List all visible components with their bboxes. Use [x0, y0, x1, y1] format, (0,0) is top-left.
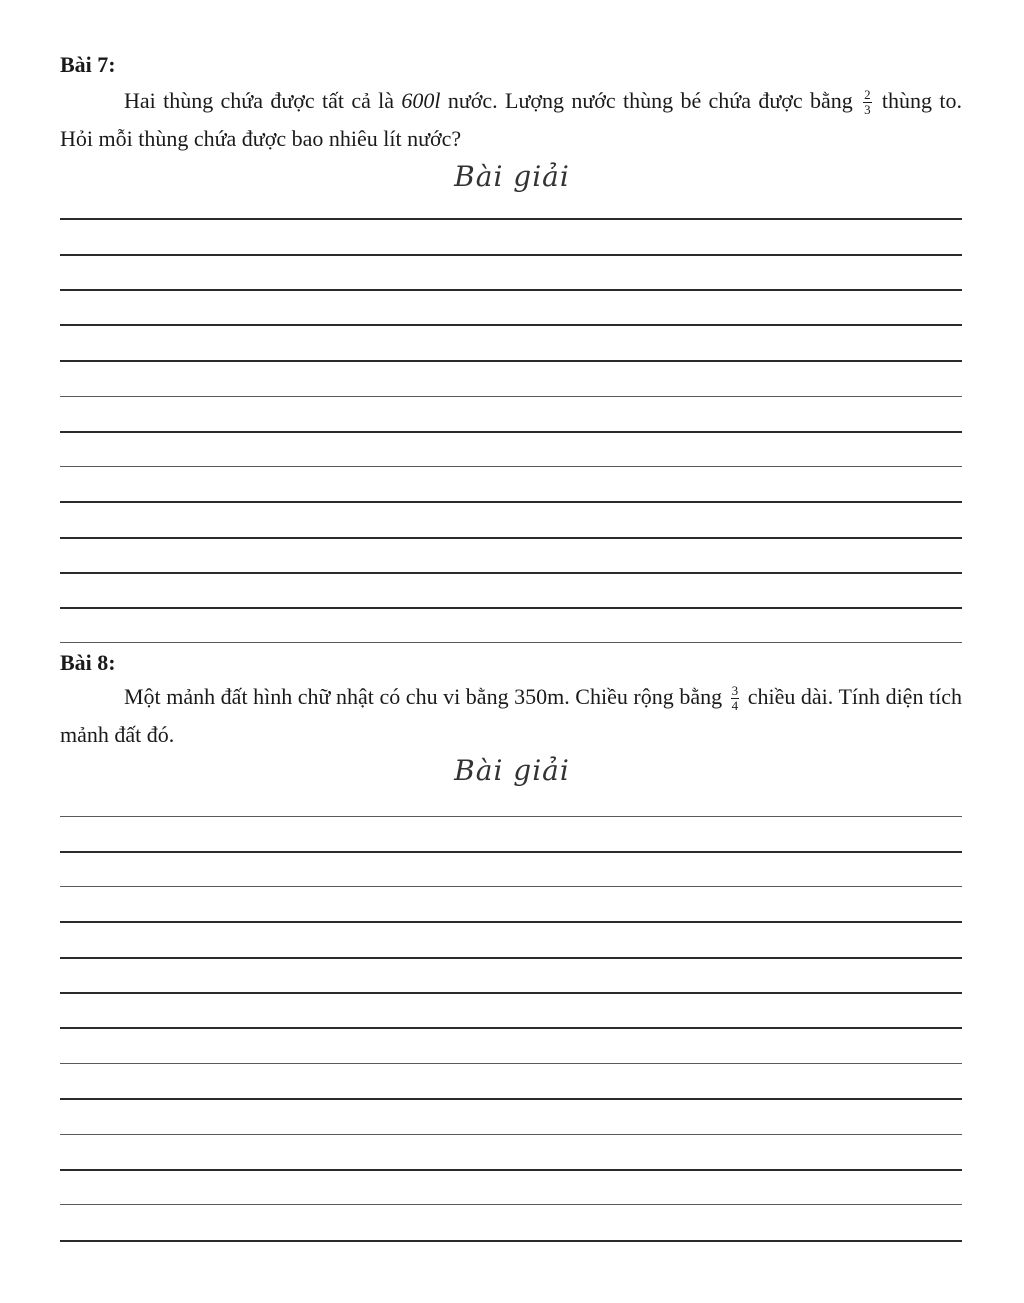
answer-line[interactable]	[60, 324, 962, 326]
answer-line[interactable]	[60, 1134, 962, 1135]
answer-line[interactable]	[60, 431, 962, 433]
problem-text	[60, 678, 962, 754]
fraction	[863, 88, 872, 117]
answer-line[interactable]	[60, 816, 962, 817]
answer-line[interactable]	[60, 360, 962, 362]
solution-title: Bài giải	[454, 160, 570, 193]
answer-line[interactable]	[60, 1240, 962, 1242]
answer-line[interactable]	[60, 607, 962, 609]
answer-line[interactable]	[60, 992, 962, 994]
problem-text-part: Hai thùng chứa được tất cả là	[124, 88, 402, 113]
quantity-value: 600	[401, 88, 435, 113]
problem-text-part: Một mảnh đất hình chữ nhật có chu vi bằng 350m. Chiều rộng bằng	[124, 684, 728, 709]
answer-line[interactable]	[60, 537, 962, 539]
answer-line[interactable]	[60, 1204, 962, 1205]
answer-line[interactable]	[60, 396, 962, 397]
answer-line[interactable]	[60, 572, 962, 574]
answer-line[interactable]	[60, 642, 962, 643]
answer-line[interactable]	[60, 851, 962, 853]
answer-line[interactable]	[60, 501, 962, 503]
answer-line[interactable]	[60, 466, 962, 467]
exercise-heading: Bài 7:	[60, 52, 116, 77]
answer-line[interactable]	[60, 1169, 962, 1171]
solution-title: Bài giải	[454, 754, 570, 787]
answer-line[interactable]	[60, 921, 962, 923]
answer-line[interactable]	[60, 1098, 962, 1100]
answer-line[interactable]	[60, 254, 962, 256]
fraction-denominator: 4	[731, 698, 739, 714]
answer-line[interactable]	[60, 218, 962, 220]
fraction-numerator: 3	[731, 683, 739, 699]
answer-line[interactable]	[60, 1027, 962, 1029]
problem-text-part: chiều dài. Tính diện tích mảnh đất đó.	[60, 684, 962, 747]
fraction-numerator: 2	[864, 87, 871, 103]
problem-text-part: nước. Lượng nước thùng bé chứa được bằng	[440, 88, 861, 113]
answer-line[interactable]	[60, 957, 962, 959]
answer-line[interactable]	[60, 1063, 962, 1064]
problem-text-part: thùng to. Hỏi mỗi thùng chứa được bao nhiêu lít nước?	[60, 88, 962, 151]
problem-text	[60, 82, 962, 158]
answer-line[interactable]	[60, 886, 962, 887]
exercise-heading: Bài 8:	[60, 650, 116, 675]
fraction	[731, 684, 740, 713]
unit-liter: l	[434, 88, 441, 113]
fraction-denominator: 3	[864, 102, 871, 118]
answer-line[interactable]	[60, 289, 962, 291]
